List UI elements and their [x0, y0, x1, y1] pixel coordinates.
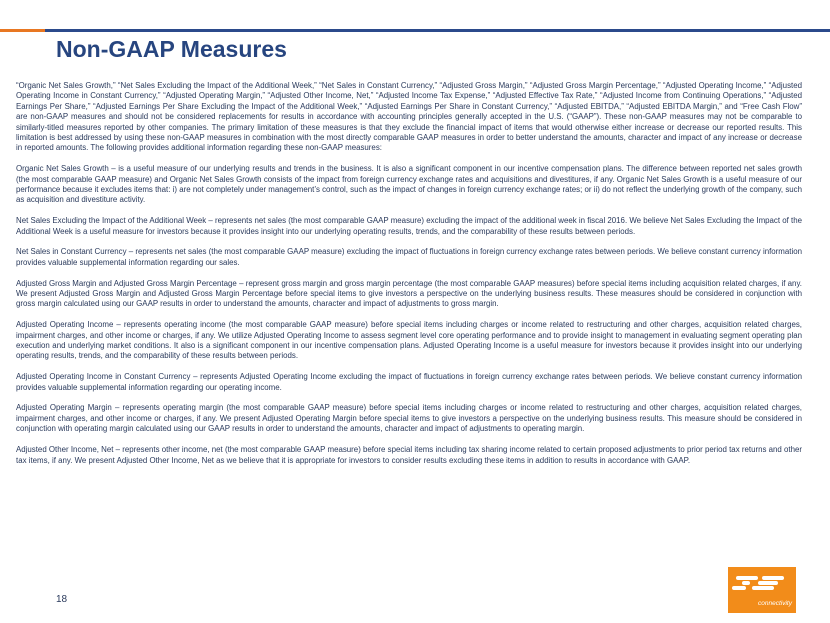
page-number: 18 — [56, 594, 68, 605]
te-connectivity-logo — [728, 567, 796, 613]
paragraph-net-sales-excluding-additional-week: Net Sales Excluding the Impact of the Additional Week – represents net sales (the most comparable GAAP measure) excluding the impact of the additional week in fiscal 2016. We believe Net Sales Excluding the Impact of the Additional Week is a useful measure for investors because it provides insight into our underlying operating results, trends, and the comparability of these results between periods. — [16, 216, 802, 236]
slide-title: Non-GAAP Measures — [56, 36, 287, 62]
paragraph-organic-net-sales-growth: Organic Net Sales Growth – is a useful measure of our underlying results and trends in the business. It is also a significant component in our incentive compensation plans. The difference between reported net sales growth (the most comparable GAAP measure) and Organic Net Sales Growth consists of the impact from foreign currency exchange rates and acquisitions and divestitures, if any. Organic Net Sales Growth is a useful measure of our performance because it excludes items that: i) are not completely under management’s control, such as the impact of changes in foreign currency exchange rates; or ii) do not reflect the underlying growth of the company, such as acquisition and divestiture activity. — [16, 164, 802, 205]
paragraph-adjusted-operating-income: Adjusted Operating Income – represents operating income (the most comparable GAAP measure) before special items including charges or income related to restructuring and other charges, acquisition related charges, impairment charges, and other income or charges, if any. We utilize Adjusted Operating Income to assess segment level core operating performance and to provide insight to management in evaluating segment operating plan execution and underlying market conditions. It also is a significant component in our incentive compensation plans. Adjusted Operating Income is a useful measure for investors because it provides insight into our underlying operating results, trends, and the comparability of these results between periods. — [16, 320, 802, 361]
paragraph-net-sales-constant-currency: Net Sales in Constant Currency – represents net sales (the most comparable GAAP measure) excluding the impact of fluctuations in foreign currency exchange rates between periods. We believe constant currency information provides valuable supplemental information regarding our sales. — [16, 247, 802, 267]
te-logo-mark-icon — [728, 567, 796, 601]
paragraph-adjusted-other-income-net: Adjusted Other Income, Net – represents other income, net (the most comparable GAAP measure) before special items including tax sharing income related to certain proposed adjustments to prior period tax returns and other tax items, if any. We present Adjusted Other Income, Net as we believe that it is appropriate for investors to consider results excluding these items in addition to results in accordance with GAAP. — [16, 445, 802, 465]
paragraph-adjusted-gross-margin: Adjusted Gross Margin and Adjusted Gross Margin Percentage – represent gross margin and gross margin percentage (the most comparable GAAP measures) before special items including acquisition related charges, if any. We present Adjusted Gross Margin and Adjusted Gross Margin Percentage before special items to give investors a perspective on the underlying business results. These measures should be considered in conjunction with gross margin calculated using our GAAP results in order to understand the amounts, character and impact of adjustments to gross margin. — [16, 278, 802, 309]
accent-bar-orange — [0, 29, 45, 32]
accent-bar-blue — [45, 29, 830, 32]
header-accent-bar — [0, 0, 830, 32]
paragraph-adjusted-operating-income-constant-currency: Adjusted Operating Income in Constant Currency – represents Adjusted Operating Income excluding the impact of fluctuations in foreign currency exchange rates between periods. We believe constant currency information provides valuable supplemental information regarding our operating income. — [16, 372, 802, 392]
paragraph-intro: “Organic Net Sales Growth,” “Net Sales Excluding the Impact of the Additional Week,” “Net Sales in Constant Currency,” “Adjusted Gross Margin,” “Adjusted Gross Margin Percentage,” “Adjusted Operating Income,” “Adjusted Operating Income in Constant Currency,” “Adjusted Operating Margin,” “Adjusted Other Income, Net,” “Adjusted Income Tax Expense,” “Adjusted Effective Tax Rate,” “Adjusted Income from Continuing Operations,” “Adjusted Earnings Per Share,” “Adjusted Earnings Per Share Excluding the Impact of the Additional Week,” “Adjusted Earnings Per Share in Constant Currency,” “Adjusted EBITDA,” “Adjusted EBITDA Margin,” and “Free Cash Flow” are non-GAAP measures and should not be considered replacements for results in accordance with accounting principles generally accepted in the U.S. (“GAAP”). These non-GAAP measures may not be comparable to similarly-titled measures reported by other companies. The primary limitation of these measures is that they exclude the financial impact of items that would otherwise either increase or decrease our reported results. This limitation is best addressed by using these non-GAAP measures in combination with the most directly comparable GAAP measures in order to better understand the amounts, character and impact of any increase or decrease in reported amounts. The following provides additional information regarding these non-GAAP measures: — [16, 81, 802, 153]
logo-tagline: connectivity — [758, 600, 792, 607]
body-text — [16, 81, 802, 476]
paragraph-adjusted-operating-margin: Adjusted Operating Margin – represents operating margin (the most comparable GAAP measure) before special items including charges or income related to restructuring and other charges, acquisition related charges, impairment charges, and other income or charges, if any. We present Adjusted Operating Margin before special items to give investors a perspective on the underlying business results. This measure should be considered in conjunction with operating margin calculated using our GAAP results in order to understand the amounts, character and impact of adjustments to operating margin. — [16, 403, 802, 434]
